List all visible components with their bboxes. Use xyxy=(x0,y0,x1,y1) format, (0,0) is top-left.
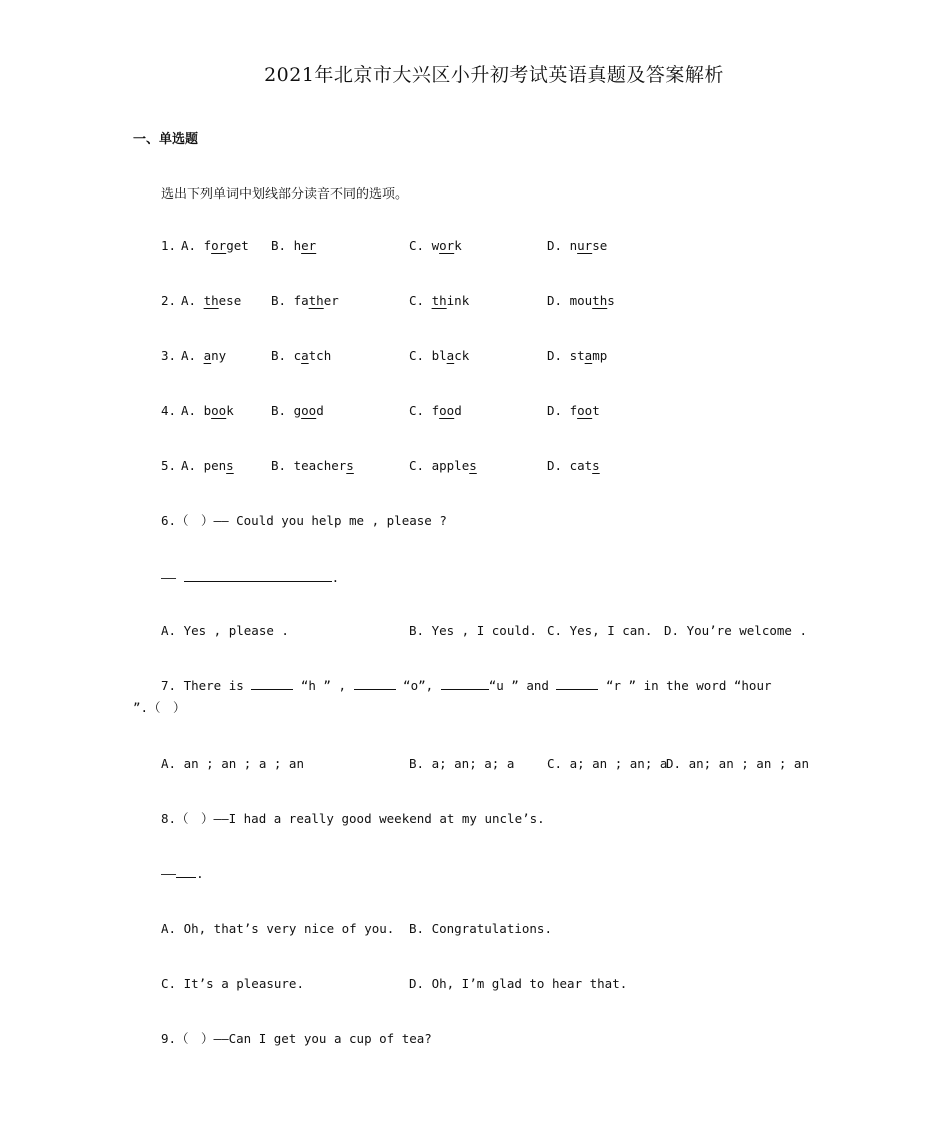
underlined-part: th xyxy=(308,293,324,308)
word-part: w xyxy=(431,238,440,253)
word-part: mou xyxy=(569,293,593,308)
underlined-part: a xyxy=(446,348,455,363)
answer-blank xyxy=(556,677,598,690)
stem-text: “h ” , xyxy=(293,678,354,693)
option-b xyxy=(271,401,324,421)
option-label: D. xyxy=(547,348,563,363)
option-b xyxy=(271,346,331,366)
option-a xyxy=(181,346,226,366)
option-label: D. xyxy=(547,293,563,308)
underlined-part: th xyxy=(592,293,608,308)
page-title: 2021年北京市大兴区小升初考试英语真题及答案解析 xyxy=(264,64,724,86)
answer-blank xyxy=(184,569,332,582)
word-part: cat xyxy=(569,458,593,473)
option-b: B. Yes , I could. xyxy=(409,623,537,638)
option-b xyxy=(271,236,316,256)
word-part: n xyxy=(569,238,578,253)
word-part: apple xyxy=(431,458,470,473)
word-part: teacher xyxy=(293,458,347,473)
underlined-part: s xyxy=(592,458,600,473)
option-a xyxy=(181,291,241,311)
word-part: f xyxy=(203,238,212,253)
underlined-part: oo xyxy=(439,403,455,418)
option-label: D. xyxy=(547,238,563,253)
word-part: get xyxy=(226,238,249,253)
word-part: ese xyxy=(218,293,242,308)
option-label: A. xyxy=(181,348,197,363)
option-c xyxy=(409,346,469,366)
option-label: A. xyxy=(181,458,197,473)
underlined-part: a xyxy=(584,348,593,363)
question-number: 2. xyxy=(161,293,177,308)
option-label: B. xyxy=(271,293,287,308)
option-d xyxy=(547,291,615,311)
option-d: D. Oh, I’m glad to hear that. xyxy=(409,976,628,991)
option-label: B. xyxy=(271,238,287,253)
option-a xyxy=(181,456,234,476)
underlined-part: a xyxy=(301,348,309,363)
word-part: g xyxy=(293,403,302,418)
option-label: C. xyxy=(409,293,425,308)
option-b: B. a; an; a; a xyxy=(409,756,515,771)
option-d: D. an; an ; an ; an xyxy=(666,756,809,771)
answer-blank xyxy=(176,865,196,878)
question-number: 3. xyxy=(161,348,177,363)
option-c: C. It’s a pleasure. xyxy=(161,976,304,991)
answer-dash: —— xyxy=(161,866,177,881)
word-part: fa xyxy=(293,293,309,308)
word-part: se xyxy=(592,238,608,253)
question-6-stem: 6.（ ）—— Could you help me , please ? xyxy=(161,513,447,528)
word-part: ck xyxy=(454,348,470,363)
stem-text: “o”, xyxy=(395,678,441,693)
word-part: st xyxy=(569,348,585,363)
stem-text: “r ” in the word “hour xyxy=(598,678,772,693)
option-c xyxy=(409,456,477,476)
instruction-text: 选出下列单词中划线部分读音不同的选项。 xyxy=(161,187,409,202)
option-a: A. Oh, that’s very nice of you. xyxy=(161,921,395,936)
underlined-part: er xyxy=(301,238,317,253)
option-a xyxy=(181,236,249,256)
option-a: A. an ; an ; a ; an xyxy=(161,756,304,771)
option-label: C. xyxy=(409,238,425,253)
word-part: k xyxy=(454,238,462,253)
underlined-part: s xyxy=(469,458,477,473)
option-d: D. You’re welcome . xyxy=(664,623,807,638)
word-part: er xyxy=(323,293,339,308)
answer-blank xyxy=(441,677,489,690)
answer-blank xyxy=(251,677,293,690)
option-a: A. Yes , please . xyxy=(161,623,289,638)
underlined-part: a xyxy=(203,348,212,363)
underlined-part: oo xyxy=(577,403,593,418)
underlined-part: s xyxy=(226,458,234,473)
option-d xyxy=(547,236,607,256)
underlined-part: or xyxy=(211,238,227,253)
underlined-part: or xyxy=(439,238,455,253)
option-label: B. xyxy=(271,348,287,363)
option-label: D. xyxy=(547,403,563,418)
underlined-part: oo xyxy=(301,403,317,418)
option-label: A. xyxy=(181,403,197,418)
stem-text: 7. There is xyxy=(161,678,252,693)
option-d xyxy=(547,456,600,476)
question-9-stem: 9.（ ）——Can I get you a cup of tea? xyxy=(161,1031,432,1046)
option-b: B. Congratulations. xyxy=(409,921,552,936)
answer-blank xyxy=(354,677,396,690)
answer-dash: —— xyxy=(161,570,177,585)
option-label: C. xyxy=(409,403,425,418)
section-heading: 一、单选题 xyxy=(133,132,199,147)
word-part: t xyxy=(592,403,600,418)
word-part: tch xyxy=(308,348,332,363)
option-label: A. xyxy=(181,238,197,253)
word-part: mp xyxy=(592,348,608,363)
question-8-stem: 8.（ ）——I had a really good weekend at my uncle’s. xyxy=(161,811,545,826)
question-8-answer xyxy=(161,864,204,884)
underlined-part: oo xyxy=(211,403,227,418)
word-part: c xyxy=(293,348,302,363)
option-d xyxy=(547,346,607,366)
question-7-stem-cont: ”.（ ） xyxy=(133,700,186,715)
word-part: s xyxy=(607,293,615,308)
underlined-part: th xyxy=(203,293,219,308)
word-part: f xyxy=(431,403,440,418)
underlined-part: s xyxy=(346,458,354,473)
option-label: A. xyxy=(181,293,197,308)
word-part: b xyxy=(203,403,212,418)
answer-end: . xyxy=(196,866,204,881)
underlined-part: ur xyxy=(577,238,593,253)
underlined-part: th xyxy=(431,293,447,308)
word-part: d xyxy=(454,403,462,418)
option-c xyxy=(409,401,462,421)
question-number: 5. xyxy=(161,458,177,473)
option-label: C. xyxy=(409,348,425,363)
option-c xyxy=(409,291,469,311)
question-7-stem xyxy=(161,676,772,696)
option-label: B. xyxy=(271,458,287,473)
answer-end: . xyxy=(331,570,340,585)
word-part: pen xyxy=(203,458,227,473)
option-c: C. Yes, I can. xyxy=(547,623,653,638)
option-label: B. xyxy=(271,403,287,418)
word-part: bl xyxy=(431,348,447,363)
option-a xyxy=(181,401,234,421)
word-part: ink xyxy=(446,293,470,308)
word-part: h xyxy=(293,238,302,253)
question-6-answer xyxy=(161,568,339,588)
option-label: D. xyxy=(547,458,563,473)
question-number: 4. xyxy=(161,403,177,418)
word-part: f xyxy=(569,403,578,418)
option-c: C. a; an ; an; a xyxy=(547,756,668,771)
option-label: C. xyxy=(409,458,425,473)
option-c xyxy=(409,236,462,256)
question-number: 1. xyxy=(161,238,177,253)
option-d xyxy=(547,401,600,421)
option-b xyxy=(271,456,354,476)
word-part: k xyxy=(226,403,234,418)
option-b xyxy=(271,291,339,311)
word-part: ny xyxy=(211,348,227,363)
stem-text: “u ” and xyxy=(488,678,557,693)
word-part: d xyxy=(316,403,324,418)
